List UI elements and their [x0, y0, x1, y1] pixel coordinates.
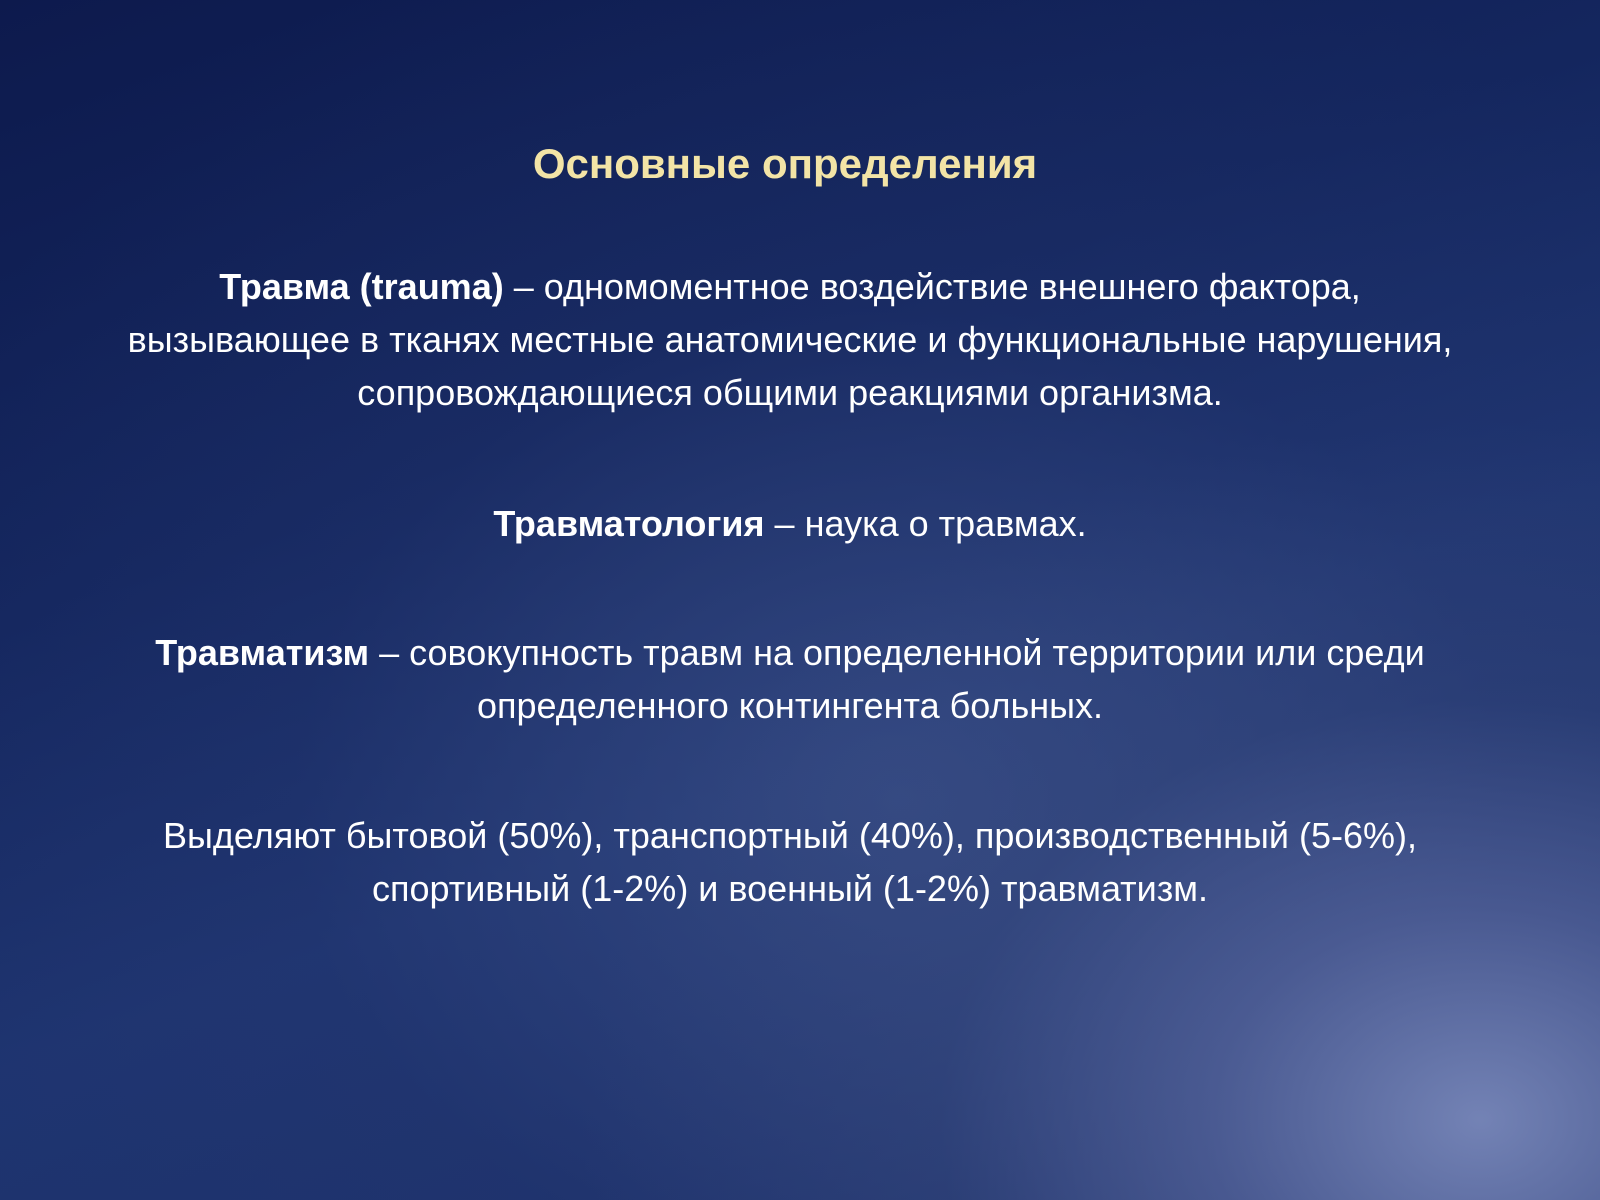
term-traumatism: Травматизм	[155, 632, 370, 673]
definition-trauma-text: – одномоментное воздействие внешнего фактора, вызывающее в тканях местные анатомические и функциональные нарушения, сопровождающиеся общими реакциями организма.	[127, 266, 1453, 413]
definition-traumatism-text: – совокупность травм на определенной территории или среди определенного контингента больных.	[369, 632, 1425, 726]
definition-traumatology	[120, 497, 1460, 550]
term-trauma: Травма (trauma)	[219, 266, 504, 307]
definition-traumatism	[120, 626, 1460, 732]
term-traumatology: Травматология	[493, 503, 765, 544]
slide-title: Основные определения	[532, 140, 1038, 187]
definition-traumatology-text: – наука о травмах.	[764, 503, 1087, 544]
definition-trauma	[120, 260, 1460, 419]
traumatism-types-note: Выделяют бытовой (50%), транспортный (40%), производственный (5-6%), спортивный (1-2%) и военный (1-2%) травматизм.	[162, 815, 1418, 909]
